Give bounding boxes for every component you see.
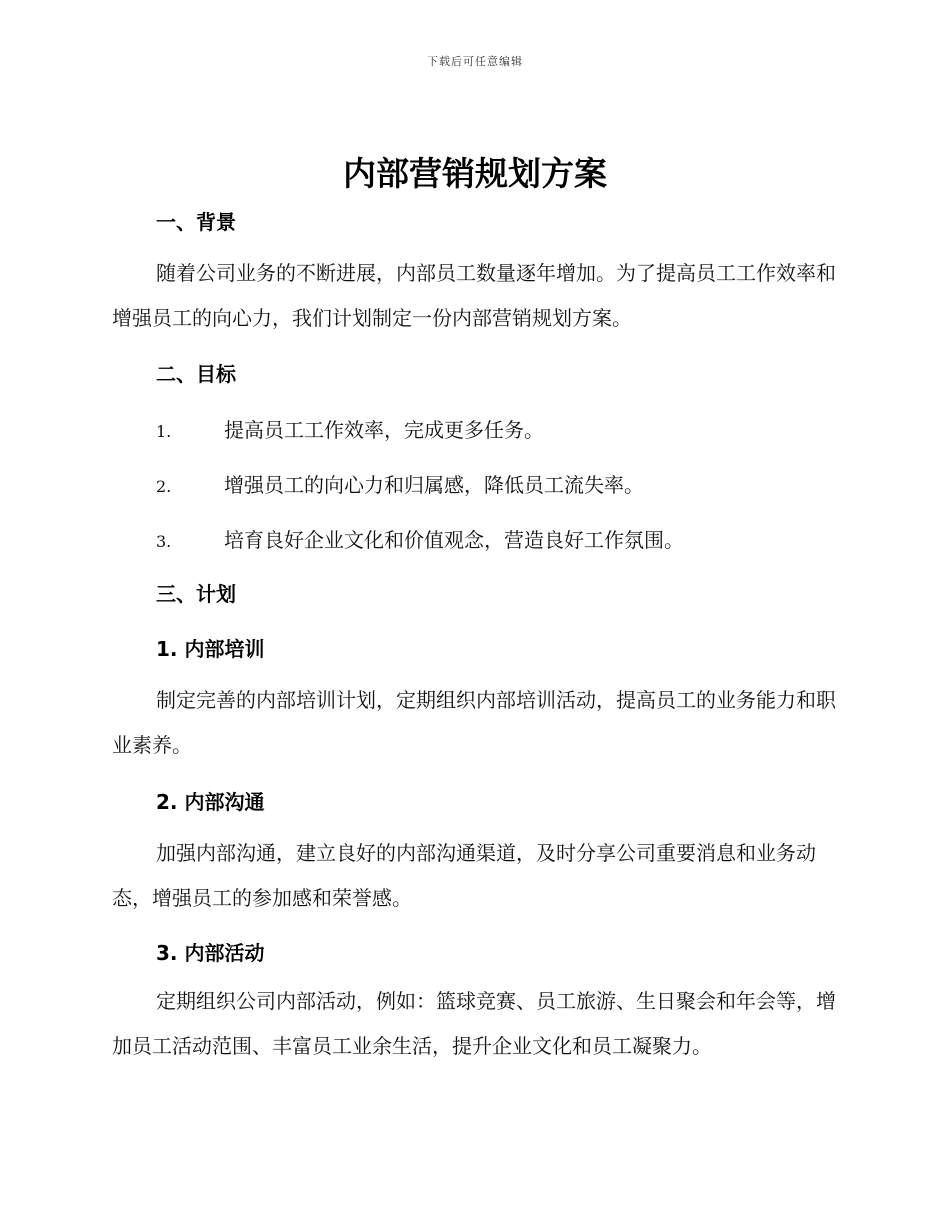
goal-list-item	[156, 414, 544, 443]
goal-list-item	[156, 469, 644, 498]
section-heading-goals: 二、目标	[156, 362, 236, 386]
subsection-heading-communication: 2. 内部沟通	[156, 790, 265, 814]
section-heading-plan: 三、计划	[156, 582, 236, 606]
goal-text: 培育良好企业文化和价值观念，营造良好工作氛围。	[224, 528, 684, 552]
goal-text: 增强员工的向心力和归属感，降低员工流失率。	[224, 473, 644, 497]
goal-number: 1.	[156, 422, 172, 441]
goal-text: 提高员工工作效率，完成更多任务。	[224, 418, 544, 442]
document-title: 内部营销规划方案	[343, 154, 607, 193]
goal-number: 3.	[156, 532, 172, 551]
activities-paragraph: 定期组织公司内部活动，例如：篮球竞赛、员工旅游、生日聚会和年会等，增加员工活动范围、丰富员工业余生活，提升企业文化和员工凝聚力。	[112, 989, 836, 1058]
training-paragraph: 制定完善的内部培训计划，定期组织内部培训活动，提高员工的业务能力和职业素养。	[112, 688, 836, 757]
subsection-heading-training: 1. 内部培训	[156, 637, 265, 661]
section-heading-background: 一、背景	[156, 210, 236, 234]
background-paragraph: 随着公司业务的不断进展，内部员工数量逐年增加。为了提高员工工作效率和增强员工的向心力，我们计划制定一份内部营销规划方案。	[112, 261, 836, 330]
communication-paragraph: 加强内部沟通，建立良好的内部沟通渠道，及时分享公司重要消息和业务动态，增强员工的参加感和荣誉感。	[112, 841, 816, 910]
goal-list-item	[156, 524, 684, 553]
header-note: 下载后可任意编辑	[427, 55, 523, 68]
subsection-heading-activities: 3. 内部活动	[156, 941, 265, 965]
goal-number: 2.	[156, 477, 172, 496]
